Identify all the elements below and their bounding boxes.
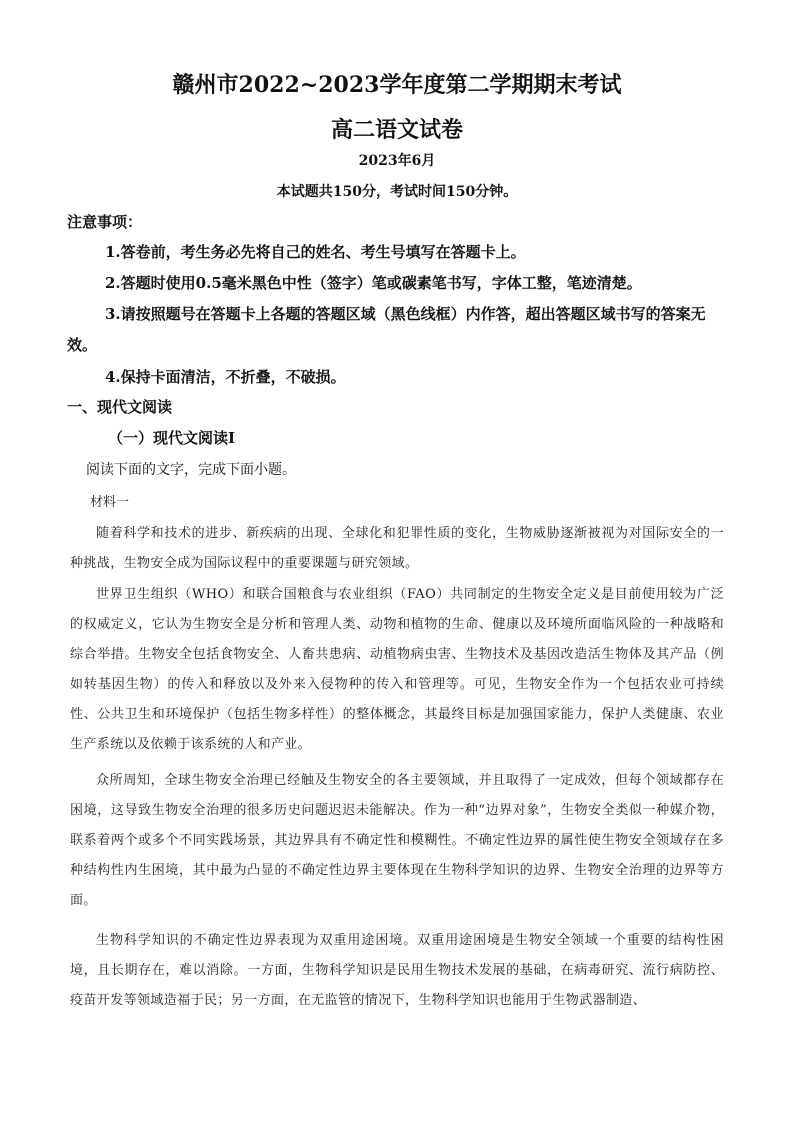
exam-date: 2023年6月	[358, 153, 436, 169]
section-subtitle: （一）现代文阅读Ⅰ	[108, 429, 236, 447]
material-label: 材料一	[90, 495, 130, 510]
paragraph-1: 随着科学和技术的进步、新疾病的出现、全球化和犯罪性质的变化，生物威胁逐渐被视为对国际安全的一种挑战，生物安全成为国际议程中的重要课题与研究领域。	[70, 526, 724, 571]
paragraph-4: 生物科学知识的不确定性边界表现为双重用途困境。双重用途困境是生物安全领域一个重要的结构性困境，且长期存在，难以消除。一方面，生物科学知识是民用生物技术发展的基础，在病毒研究、流行病防控、疫苗开发等领域造福于民；另一方面，在无监管的情况下，生物科学知识也能用于生物武器制造、	[70, 933, 724, 1008]
section-title: 一、现代文阅读	[67, 398, 173, 416]
notice-item-2: 2.答题时使用0.5毫米黑色中性（签字）笔或碳素笔书写，字体工整，笔迹清楚。	[105, 274, 642, 292]
reading-instruction: 阅读下面的文字，完成下面小题。	[86, 462, 296, 478]
notice-item-4: 4.保持卡面清洁，不折叠，不破损。	[105, 368, 346, 386]
notice-item-3: 3.请按照题号在答题卡上各题的答题区域（黑色线框）内作答，超出答题区域书写的答案无效。	[67, 305, 706, 354]
exam-subtitle: 高二语文试卷	[330, 117, 463, 143]
exam-info: 本试题共150分，考试时间150分钟。	[276, 184, 518, 200]
notice-item-1: 1.答卷前，考生务必先将自己的姓名、考生号填写在答题卡上。	[105, 243, 526, 261]
notice-heading: 注意事项：	[67, 213, 143, 231]
paragraph-2: 世界卫生组织（WHO）和联合国粮食与农业组织（FAO）共同制定的生物安全定义是目前使用较为广泛的权威定义，它认为生物安全是分析和管理人类、动物和植物的生命、健康以及环境所面临风险的一种战略和综合举措。生物安全包括食物安全、人畜共患病、动植物病虫害、生物技术及基因改造活生物体及其产品（例如转基因生物）的传入和释放以及外来入侵物种的传入和管理等。可见，生物安全作为一个包括农业可持续性、公共卫生和环境保护（包括生物多样性）的整体概念，其最终目标是加强国家能力，保护人类健康、农业生产系统以及依赖于该系统的人和产业。	[70, 587, 724, 752]
exam-title: 赣州市2022~2023学年度第二学期期末考试	[172, 72, 622, 98]
paragraph-3: 众所周知，全球生物安全治理已经触及生物安全的各主要领域，并且取得了一定成效，但每个领域都存在困境，这导致生物安全治理的很多历史问题迟迟未能解决。作为一种“边界对象”，生物安全类似一种媒介物，联系着两个或多个不同实践场景，其边界具有不确定性和模糊性。不确定性边界的属性使生物安全领域存在多种结构性内生困境，其中最为凸显的不确定性边界主要体现在生物科学知识的边界、生物安全治理的边界等方面。	[70, 773, 724, 908]
